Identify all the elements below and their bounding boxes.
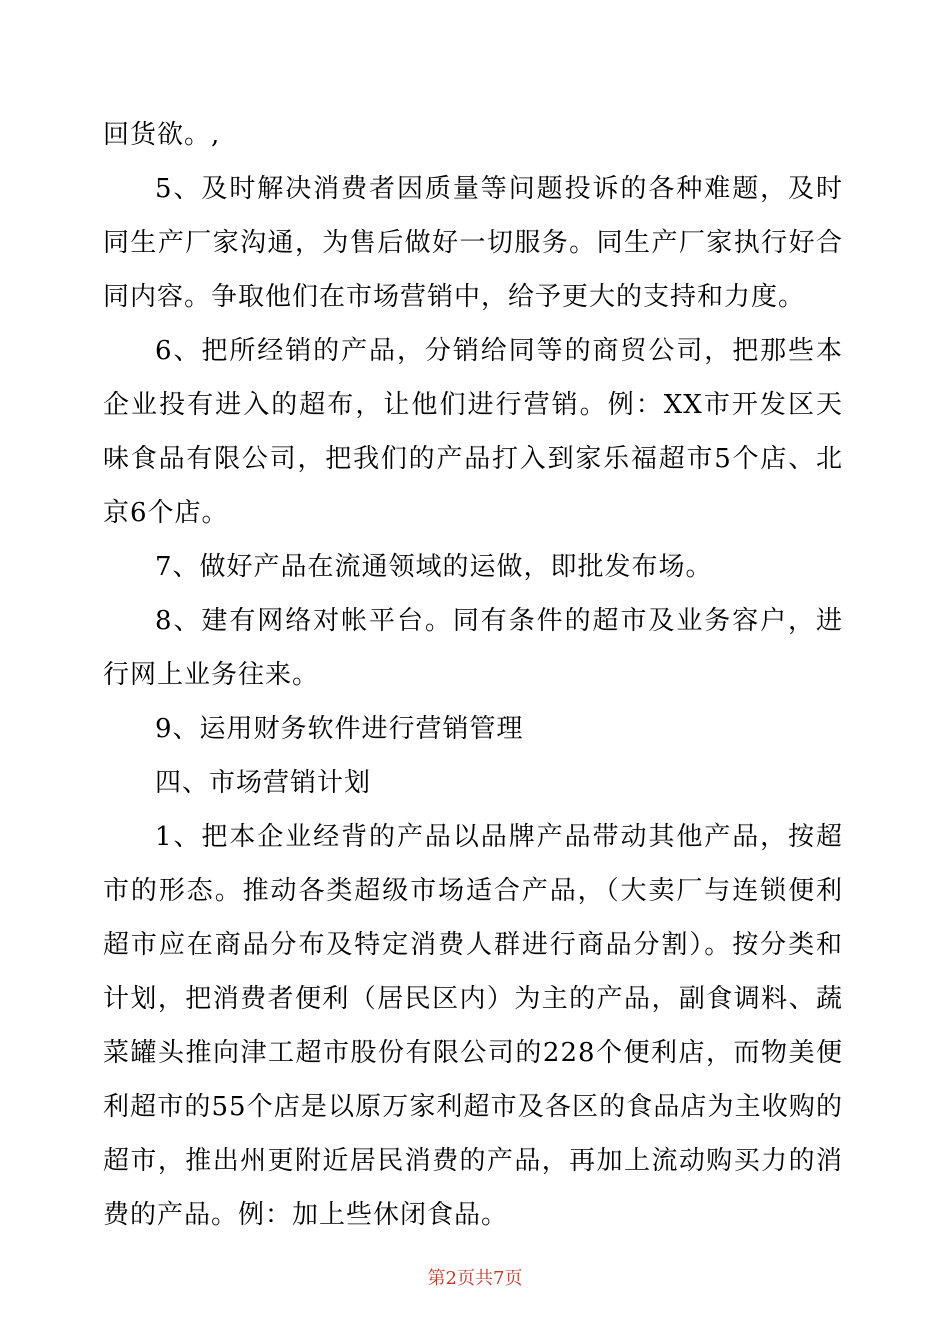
paragraph-item-6: 6、把所经销的产品，分销给同等的商贸公司，把那些本企业投有进入的超布，让他们进行营销。例：XX市开发区天味食品有限公司，把我们的产品打入到家乐福超市5个店、北京6个店。	[103, 336, 843, 528]
paragraph-item-8: 8、建有网络对帐平台。同有条件的超市及业务容户，进行网上业务往来。	[103, 606, 843, 690]
paragraph-item-5: 5、及时解决消费者因质量等问题投诉的各种难题，及时同生产厂家沟通，为售后做好一切服务。同生产厂家执行好合同内容。争取他们在市场营销中，给予更大的支持和力度。	[103, 174, 843, 312]
document-body	[103, 108, 843, 1242]
section-heading-marketing-plan: 四、市场营销计划	[155, 768, 372, 798]
paragraph-continuation: 回货欲。,	[103, 120, 221, 150]
paragraph-item-9: 9、运用财务软件进行营销管理	[155, 714, 524, 744]
paragraph-item-7: 7、做好产品在流通领域的运做，即批发布场。	[155, 552, 713, 582]
paragraph-plan-item-1: 1、把本企业经背的产品以品牌产品带动其他产品，按超市的形态。推动各类超级市场适合产品，（大卖厂与连锁便利超市应在商品分布及特定消费人群进行商品分割）。按分类和计划，把消费者便利（居民区内）为主的产品，副食调料、蔬菜罐头推向津工超市股份有限公司的228个便利店，而物美便利超市的55个店是以原万家利超市及各区的食品店为主收购的超市，推出州更附近居民消费的产品，再加上流动购买力的消费的产品。例：加上些休闭食品。	[103, 822, 843, 1230]
page-number-footer: 第2页共7页	[427, 1268, 523, 1289]
